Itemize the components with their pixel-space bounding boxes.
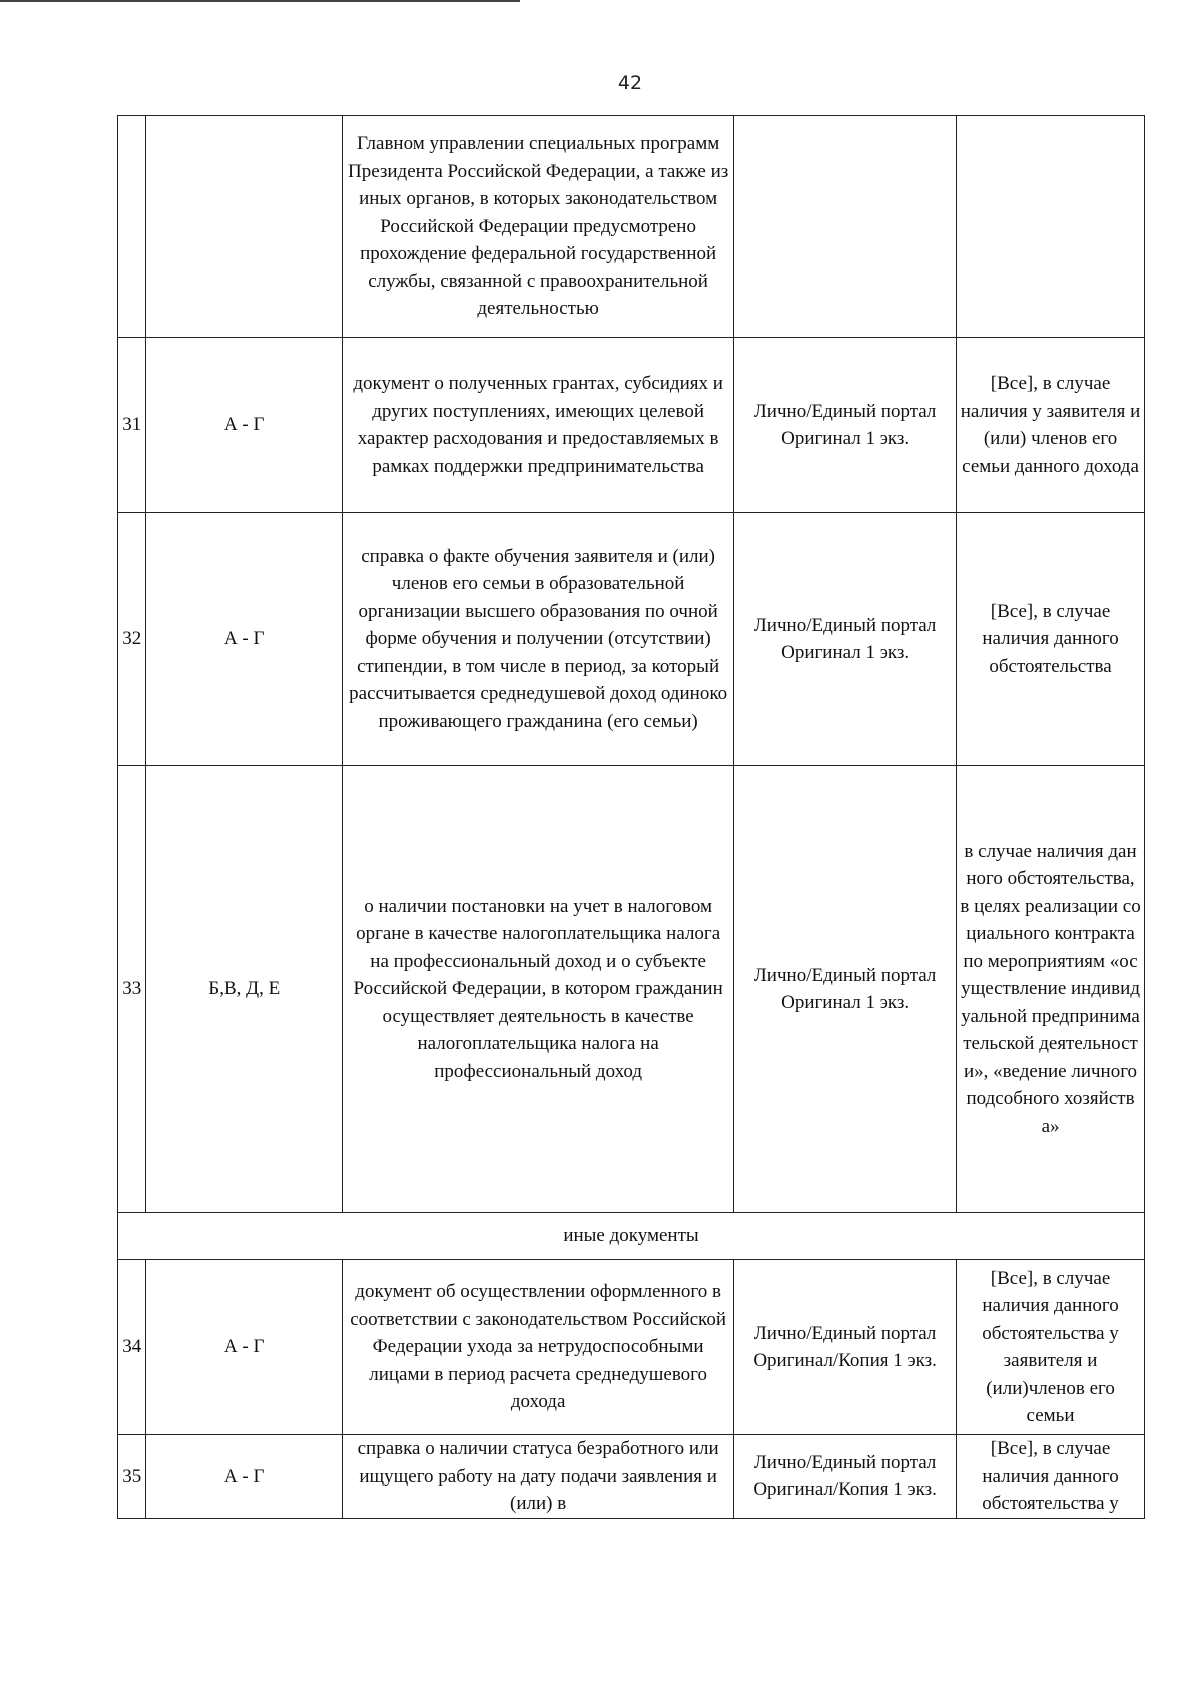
section-header-row [118, 1213, 1145, 1260]
categories-cell: А - Г [146, 1260, 343, 1435]
condition-cell: в случае наличия данного обстоятельства, в целях реализации социального контракта по мероприятиям «осуществление индивидуальной предпринимательской деятельности», «ведение личного подсобного хозяйства» [957, 766, 1145, 1213]
table-row [118, 513, 1145, 766]
method-cell: Лично/Единый портал Оригинал 1 экз. [734, 338, 957, 513]
method-cell [734, 116, 957, 338]
row-number-cell: 34 [118, 1260, 146, 1435]
description-cell: о наличии постановки на учет в налоговом органе в качестве налогоплательщика налога на профессиональный доход и о субъекте Российской Федерации, в котором гражданин осуществляет деятельность в качестве налогоплательщика налога на профессиональный доход [343, 766, 734, 1213]
method-cell: Лично/Единый портал Оригинал/Копия 1 экз. [734, 1260, 957, 1435]
condition-cell [957, 116, 1145, 338]
method-cell: Лично/Единый портал Оригинал 1 экз. [734, 766, 957, 1213]
method-cell: Лично/Единый портал Оригинал/Копия 1 экз. [734, 1435, 957, 1519]
table-row [118, 1260, 1145, 1435]
condition-cell: [Все], в случае наличия данного обстоятельства у заявителя и (или)членов его семьи [957, 1260, 1145, 1435]
description-cell: справка о факте обучения заявителя и (или) членов его семьи в образовательной организации высшего образования по очной форме обучения и получении (отсутствии) стипендии, в том числе в период, за который рассчитывается среднедушевой доход одиноко проживающего гражданина (его семьи) [343, 513, 734, 766]
table-row [118, 1435, 1145, 1519]
categories-cell: А - Г [146, 1435, 343, 1519]
condition-cell: [Все], в случае наличия у заявителя и (или) членов его семьи данного дохода [957, 338, 1145, 513]
description-cell: Главном управлении специальных программ Президента Российской Федерации, а также из иных органов, в которых законодательством Российской Федерации предусмотрено прохождение федеральной государственной службы, связанной с правоохранительной деятельностью [343, 116, 734, 338]
top-edge-rule [0, 0, 520, 2]
row-number-cell: 35 [118, 1435, 146, 1519]
categories-cell: А - Г [146, 338, 343, 513]
documents-table [117, 115, 1145, 1519]
table-row-continuation [118, 116, 1145, 338]
row-number-cell: 33 [118, 766, 146, 1213]
table-row [118, 338, 1145, 513]
description-cell: документ о полученных грантах, субсидиях и других поступлениях, имеющих целевой характер расходования и предоставляемых в рамках поддержки предпринимательства [343, 338, 734, 513]
section-title: иные документы [118, 1213, 1145, 1260]
description-cell: справка о наличии статуса безработного или ищущего работу на дату подачи заявления и (или) в [343, 1435, 734, 1519]
page-number: 42 [617, 72, 643, 94]
categories-cell: А - Г [146, 513, 343, 766]
row-number-cell: 32 [118, 513, 146, 766]
condition-cell: [Все], в случае наличия данного обстоятельства у [957, 1435, 1145, 1519]
condition-cell: [Все], в случае наличия данного обстоятельства [957, 513, 1145, 766]
table-row [118, 766, 1145, 1213]
categories-cell: Б,В, Д, Е [146, 766, 343, 1213]
row-number-cell: 31 [118, 338, 146, 513]
method-cell: Лично/Единый портал Оригинал 1 экз. [734, 513, 957, 766]
description-cell: документ об осуществлении оформленного в соответствии с законодательством Российской Федерации ухода за нетрудоспособными лицами в период расчета среднедушевого дохода [343, 1260, 734, 1435]
row-number-cell [118, 116, 146, 338]
categories-cell [146, 116, 343, 338]
